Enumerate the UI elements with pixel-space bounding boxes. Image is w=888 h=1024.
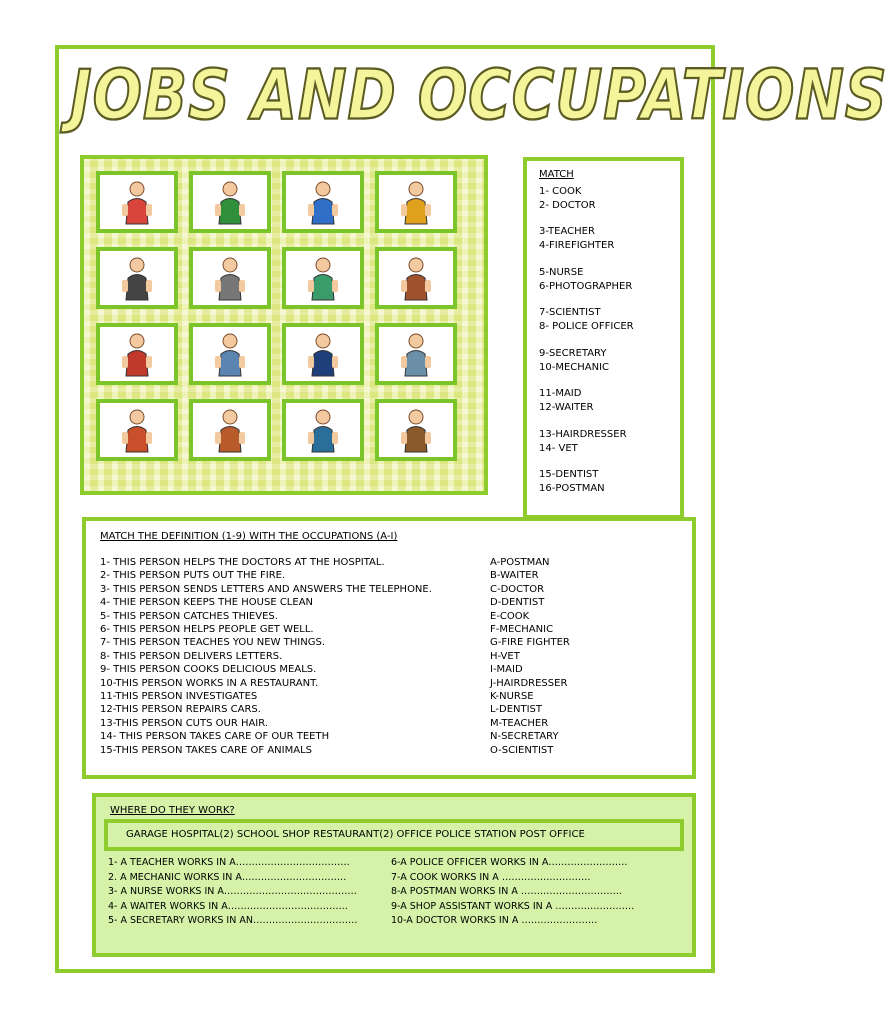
work-sentence: 9-A SHOP ASSISTANT WORKS IN A ……………………. xyxy=(391,900,635,912)
occupation-option: J-HAIRDRESSER xyxy=(490,677,568,689)
work-sentence: 7-A COOK WORKS IN A ………………………. xyxy=(391,871,591,883)
secretary-illustration-icon xyxy=(300,406,346,454)
match-list-box xyxy=(523,157,684,519)
occupation-option: L-DENTIST xyxy=(490,704,543,716)
work-heading: WHERE DO THEY WORK? xyxy=(110,805,235,816)
definitions-box xyxy=(82,517,696,779)
match-item: 8- POLICE OFFICER xyxy=(539,321,634,332)
match-item: 11-MAID xyxy=(539,388,582,399)
definition-line: 6- THIS PERSON HELPS PEOPLE GET WELL. xyxy=(100,624,314,635)
scientist-lab-illustration-icon xyxy=(393,330,439,378)
match-item: 12-WAITER xyxy=(539,402,594,413)
tile-secretary xyxy=(282,399,364,461)
occupation-option: A-POSTMAN xyxy=(490,557,550,568)
definition-line: 7- THIS PERSON TEACHES YOU NEW THINGS. xyxy=(100,637,325,649)
mechanic-illustration-icon xyxy=(207,406,253,454)
occupation-option: G-FIRE FIGHTER xyxy=(490,637,570,649)
occupation-option: D-DENTIST xyxy=(490,597,545,609)
definition-line: 2- THIS PERSON PUTS OUT THE FIRE. xyxy=(100,570,286,582)
scientist-illustration-icon xyxy=(300,254,346,302)
match-heading: MATCH xyxy=(539,169,574,180)
photographer-illustration-icon xyxy=(393,254,439,302)
cook-illustration-icon xyxy=(114,178,160,226)
occupation-option: E-COOK xyxy=(490,610,530,622)
tile-dentist xyxy=(96,323,178,385)
page-title: JOBS AND OCCUPATIONS xyxy=(70,55,888,136)
tile-photographer xyxy=(375,247,457,309)
match-item: 9-SECRETARY xyxy=(539,348,607,359)
match-item: 15-DENTIST xyxy=(539,469,599,480)
definition-line: 10-THIS PERSON WORKS IN A RESTAURANT. xyxy=(100,677,319,689)
work-sentence: 2. A MECHANIC WORKS IN A…………………………… xyxy=(108,871,347,883)
occupation-picture-grid xyxy=(80,155,488,495)
tile-cook xyxy=(96,171,178,233)
waiter-illustration-icon xyxy=(114,254,160,302)
match-item: 10-MECHANIC xyxy=(539,362,610,373)
tile-doctor xyxy=(189,171,271,233)
police-officer-illustration-icon xyxy=(300,178,346,226)
definitions-heading: MATCH THE DEFINITION (1-9) WITH THE OCCUPATIONS (A-I) xyxy=(100,531,398,542)
tile-maid xyxy=(189,247,271,309)
tile-firefighter xyxy=(375,171,457,233)
work-sentence: 3- A NURSE WORKS IN A…………………………………… xyxy=(108,886,357,897)
match-item: 16-POSTMAN xyxy=(539,483,605,494)
tile-police-officer xyxy=(282,171,364,233)
work-sentence: 8-A POSTMAN WORKS IN A ………………………….. xyxy=(391,886,622,897)
hairdresser-illustration-icon xyxy=(393,406,439,454)
doctor-illustration-icon xyxy=(207,178,253,226)
definition-line: 15-THIS PERSON TAKES CARE OF ANIMALS xyxy=(100,744,312,756)
match-item: 4-FIREFIGHTER xyxy=(539,240,615,251)
match-item: 1- COOK xyxy=(539,186,582,197)
tile-vet xyxy=(189,323,271,385)
match-item: 6-PHOTOGRAPHER xyxy=(539,281,633,292)
work-sentence: 1- A TEACHER WORKS IN A……………………………… xyxy=(108,857,350,868)
match-item: 3-TEACHER xyxy=(539,226,595,237)
work-sentence: 10-A DOCTOR WORKS IN A …………………… xyxy=(391,915,598,926)
work-sentence: 5- A SECRETARY WORKS IN AN…………………………… xyxy=(108,915,358,926)
occupation-option: H-VET xyxy=(490,650,520,662)
work-sentence: 4- A WAITER WORKS IN A……………………………….. xyxy=(108,900,348,912)
occupation-option: B-WAITER xyxy=(490,570,539,582)
occupation-option: O-SCIENTIST xyxy=(490,744,554,756)
occupation-option: C-DOCTOR xyxy=(490,583,545,595)
tile-cook-2 xyxy=(96,399,178,461)
occupation-option: F-MECHANIC xyxy=(490,624,554,635)
word-bank: GARAGE HOSPITAL(2) SCHOOL SHOP RESTAURANT(2) OFFICE POLICE STATION POST OFFICE xyxy=(104,819,684,851)
match-item: 13-HAIRDRESSER xyxy=(539,429,627,440)
tile-scientist-lab xyxy=(375,323,457,385)
work-sentence: 6-A POLICE OFFICER WORKS IN A……………………. xyxy=(391,857,628,868)
cook-2-illustration-icon xyxy=(114,406,160,454)
occupation-option: M-TEACHER xyxy=(490,717,549,729)
tile-hairdresser xyxy=(375,399,457,461)
definition-line: 9- THIS PERSON COOKS DELICIOUS MEALS. xyxy=(100,664,317,676)
match-item: 5-NURSE xyxy=(539,267,584,278)
match-item: 7-SCIENTIST xyxy=(539,307,601,318)
occupation-option: K-NURSE xyxy=(490,691,534,702)
vet-illustration-icon xyxy=(207,330,253,378)
tile-postman xyxy=(282,323,364,385)
tile-waiter xyxy=(96,247,178,309)
where-do-they-work-box xyxy=(92,793,696,957)
definition-line: 5- THIS PERSON CATCHES THIEVES. xyxy=(100,610,278,622)
definition-line: 11-THIS PERSON INVESTIGATES xyxy=(100,691,258,702)
occupation-option: N-SECRETARY xyxy=(490,731,559,743)
definition-line: 13-THIS PERSON CUTS OUR HAIR. xyxy=(100,717,269,729)
postman-illustration-icon xyxy=(300,330,346,378)
match-item: 14- VET xyxy=(539,443,578,454)
occupation-option: I-MAID xyxy=(490,664,523,676)
match-item: 2- DOCTOR xyxy=(539,200,596,211)
tile-scientist xyxy=(282,247,364,309)
definition-line: 8- THIS PERSON DELIVERS LETTERS. xyxy=(100,650,283,662)
tile-mechanic xyxy=(189,399,271,461)
definition-line: 4- THIE PERSON KEEPS THE HOUSE CLEAN xyxy=(100,597,314,609)
definition-line: 1- THIS PERSON HELPS THE DOCTORS AT THE HOSPITAL. xyxy=(100,557,385,568)
dentist-illustration-icon xyxy=(114,330,160,378)
definition-line: 12-THIS PERSON REPAIRS CARS. xyxy=(100,704,261,716)
definition-line: 3- THIS PERSON SENDS LETTERS AND ANSWERS THE TELEPHONE. xyxy=(100,583,432,595)
definition-line: 14- THIS PERSON TAKES CARE OF OUR TEETH xyxy=(100,731,330,743)
firefighter-illustration-icon xyxy=(393,178,439,226)
maid-illustration-icon xyxy=(207,254,253,302)
